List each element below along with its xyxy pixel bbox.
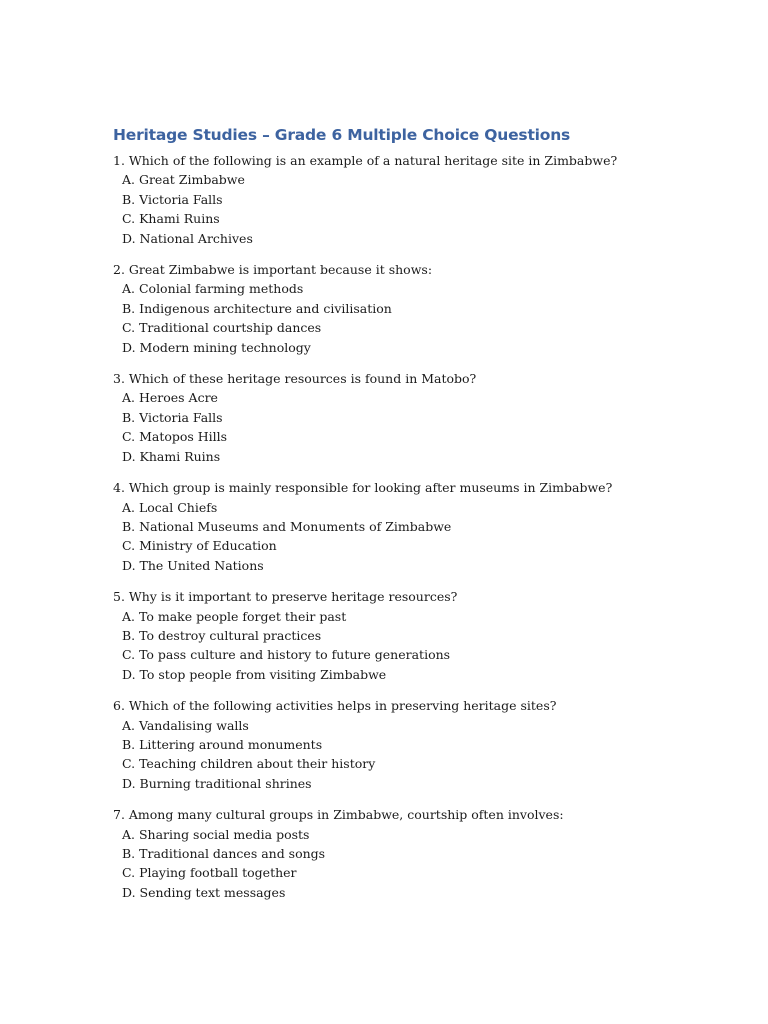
answer-options xyxy=(113,825,713,903)
question-block xyxy=(113,587,713,684)
question-block xyxy=(113,805,713,902)
answer-option: D. Sending text messages xyxy=(122,884,286,900)
answer-option: A. Great Zimbabwe xyxy=(122,172,245,188)
answer-option: B. Victoria Falls xyxy=(122,409,223,425)
question-block xyxy=(113,696,713,793)
answer-option: D. The United Nations xyxy=(122,557,264,573)
answer-options xyxy=(113,498,713,576)
answer-option: C. Khami Ruins xyxy=(122,211,220,227)
answer-option: A. Sharing social media posts xyxy=(122,826,310,842)
answer-options xyxy=(113,716,713,794)
answer-options xyxy=(113,279,713,357)
document-body xyxy=(113,124,713,914)
answer-option: C. Matopos Hills xyxy=(122,429,228,445)
answer-option: A. Heroes Acre xyxy=(122,390,218,406)
answer-option: D. National Archives xyxy=(122,230,253,246)
answer-option: A. Local Chiefs xyxy=(122,499,218,515)
document-title: Heritage Studies – Grade 6 Multiple Choice Questions xyxy=(113,126,571,144)
answer-option: B. Victoria Falls xyxy=(122,191,223,207)
question-text: 4. Which group is mainly responsible for looking after museums in Zimbabwe? xyxy=(113,480,613,496)
question-block xyxy=(113,369,713,466)
answer-option: C. Playing football together xyxy=(122,865,297,881)
question-text: 2. Great Zimbabwe is important because it shows: xyxy=(113,262,433,278)
answer-option: A. Colonial farming methods xyxy=(122,281,304,297)
question-block xyxy=(113,260,713,357)
answer-option: A. Vandalising walls xyxy=(122,717,249,733)
answer-option: D. To stop people from visiting Zimbabwe xyxy=(122,666,387,682)
answer-option: B. Littering around monuments xyxy=(122,736,323,752)
answer-options xyxy=(113,170,713,248)
answer-option: A. To make people forget their past xyxy=(122,608,347,624)
answer-option: D. Burning traditional shrines xyxy=(122,775,312,791)
question-block xyxy=(113,478,713,575)
answer-options xyxy=(113,388,713,466)
answer-option: B. National Museums and Monuments of Zimbabwe xyxy=(122,518,452,534)
answer-option: C. Ministry of Education xyxy=(122,538,277,554)
answer-option: D. Khami Ruins xyxy=(122,448,221,464)
answer-option: C. Traditional courtship dances xyxy=(122,320,322,336)
answer-option: B. Indigenous architecture and civilisation xyxy=(122,300,392,316)
question-list xyxy=(113,151,713,902)
answer-option: B. Traditional dances and songs xyxy=(122,846,326,861)
answer-option: C. Teaching children about their history xyxy=(122,756,376,772)
answer-option: D. Modern mining technology xyxy=(122,339,311,355)
answer-options xyxy=(113,607,713,685)
question-text: 7. Among many cultural groups in Zimbabwe, courtship often involves: xyxy=(113,807,564,823)
question-text: 6. Which of the following activities helps in preserving heritage sites? xyxy=(113,698,557,714)
question-text: 1. Which of the following is an example of a natural heritage site in Zimbabwe? xyxy=(113,153,618,168)
answer-option: C. To pass culture and history to future generations xyxy=(122,647,451,663)
question-text: 3. Which of these heritage resources is found in Matobo? xyxy=(113,371,477,387)
answer-option: B. To destroy cultural practices xyxy=(122,627,322,643)
question-block xyxy=(113,151,713,248)
question-text: 5. Why is it important to preserve heritage resources? xyxy=(113,589,458,605)
